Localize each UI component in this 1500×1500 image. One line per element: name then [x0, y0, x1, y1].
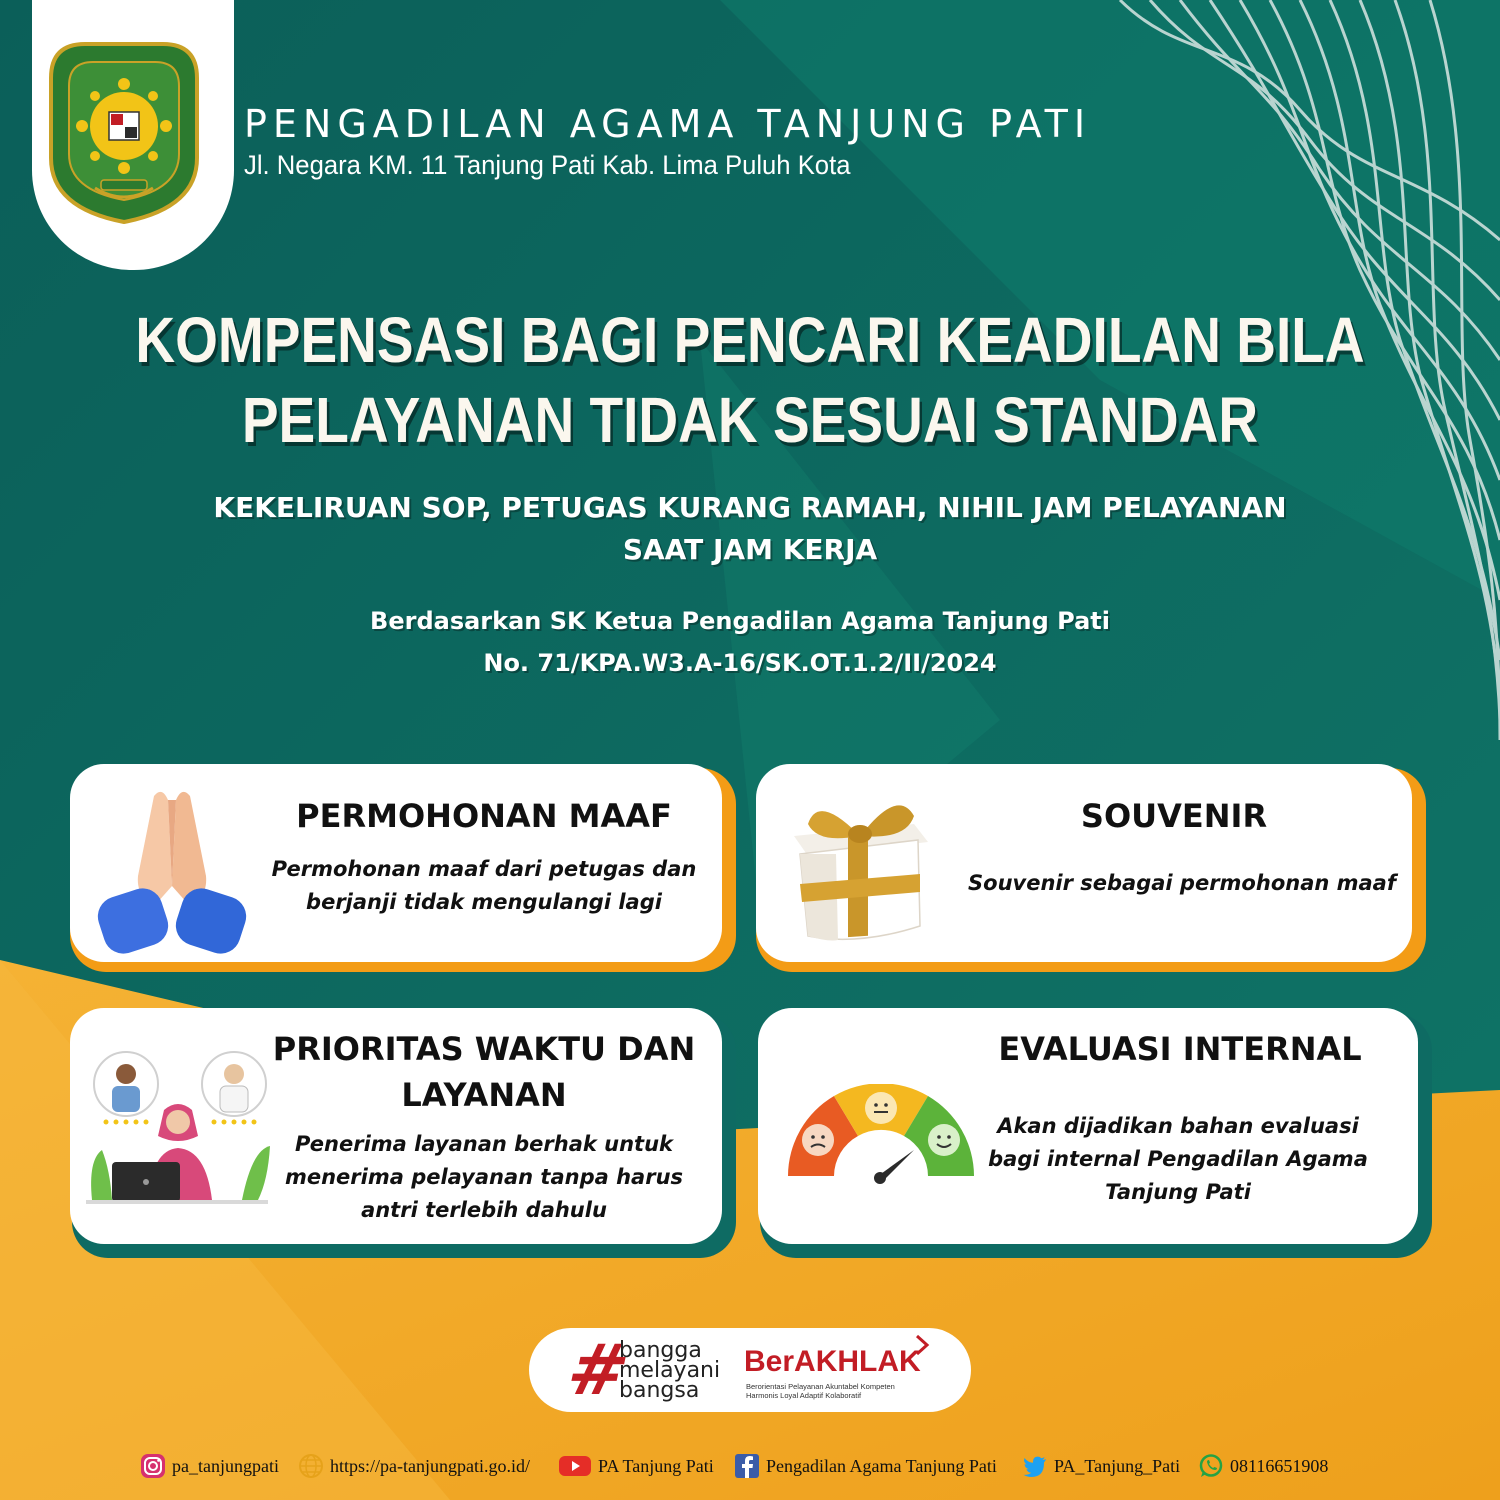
card-evaluation-text: Akan dijadikan bahan evaluasi bagi internal Pengadilan Agama Tanjung Pati — [988, 1114, 1368, 1204]
bangga-line1: bangga — [619, 1338, 702, 1363]
berakhlak-sub1: Berorientasi Pelayanan Akuntabel Kompeten — [746, 1382, 895, 1391]
chevron-right-icon — [911, 1334, 933, 1356]
instagram-handle: pa_tanjungpati — [172, 1455, 279, 1476]
social-youtube[interactable] — [558, 1452, 714, 1480]
social-whatsapp[interactable] — [1198, 1452, 1328, 1480]
facebook-page: Pengadilan Agama Tanjung Pati — [766, 1455, 997, 1476]
organization-name: PENGADILAN AGAMA TANJUNG PATI — [244, 102, 1092, 146]
social-facebook[interactable] — [734, 1452, 997, 1480]
legal-basis-line2: No. 71/KPA.W3.A-16/SK.OT.1.2/II/2024 — [483, 649, 997, 677]
card-apology-text: Permohonan maaf dari petugas dan berjanji tidak mengulangi lagi — [271, 857, 697, 914]
card-souvenir-text: Souvenir sebagai permohonan maaf — [968, 871, 1396, 895]
facebook-icon — [734, 1453, 760, 1479]
bangga-line3: bangsa — [619, 1378, 700, 1403]
instagram-icon — [140, 1453, 166, 1479]
card-priority-title: PRIORITAS WAKTU DAN LAYANAN — [272, 1030, 696, 1114]
social-twitter[interactable] — [1022, 1452, 1180, 1480]
whatsapp-icon — [1198, 1453, 1224, 1479]
court-emblem-logo — [45, 38, 203, 226]
main-title-line1: KOMPENSASI BAGI PENCARI KEADILAN BILA — [135, 304, 1365, 376]
twitter-icon — [1022, 1453, 1048, 1479]
berakhlak-sub2: Harmonis Loyal Adaptif Kolaboratif — [746, 1391, 862, 1400]
twitter-handle: PA_Tanjung_Pati — [1054, 1455, 1181, 1476]
organization-address: Jl. Negara KM. 11 Tanjung Pati Kab. Lima Puluh Kota — [244, 150, 851, 180]
youtube-icon — [558, 1453, 592, 1479]
subtitle — [0, 487, 1500, 571]
card-souvenir-title: SOUVENIR — [1080, 797, 1268, 835]
bangga-melayani-badge — [529, 1328, 971, 1412]
social-instagram[interactable] — [140, 1452, 279, 1480]
hashtag-symbol: # — [560, 1329, 637, 1411]
berakhlak-logo: BerAKHLAK — [744, 1345, 921, 1378]
globe-icon — [298, 1453, 324, 1479]
card-apology-title: PERMOHONAN MAAF — [296, 797, 672, 835]
customer-service-icon — [82, 1050, 272, 1210]
praying-hands-icon — [96, 786, 248, 956]
satisfaction-gauge-icon — [786, 1084, 976, 1184]
card-priority-text: Penerima layanan berhak untuk menerima pelayanan tanpa harus antri terlebih dahulu — [284, 1132, 684, 1222]
whatsapp-number: 08116651908 — [1230, 1455, 1329, 1476]
youtube-channel: PA Tanjung Pati — [598, 1455, 714, 1476]
subtitle-line2: SAAT JAM KERJA — [622, 533, 878, 566]
legal-basis — [0, 600, 1480, 684]
bangga-line2: melayani — [619, 1358, 721, 1383]
social-website[interactable] — [298, 1452, 530, 1480]
main-title-line2: PELAYANAN TIDAK SESUAI STANDAR — [241, 384, 1259, 456]
website-url: https://pa-tanjungpati.go.id/ — [330, 1455, 530, 1476]
card-evaluation-title: EVALUASI INTERNAL — [998, 1030, 1362, 1068]
main-title — [105, 300, 1395, 460]
gift-box-icon — [778, 784, 944, 952]
legal-basis-line1: Berdasarkan SK Ketua Pengadilan Agama Tanjung Pati — [370, 607, 1110, 635]
subtitle-line1: KEKELIRUAN SOP, PETUGAS KURANG RAMAH, NIHIL JAM PELAYANAN — [213, 491, 1287, 524]
